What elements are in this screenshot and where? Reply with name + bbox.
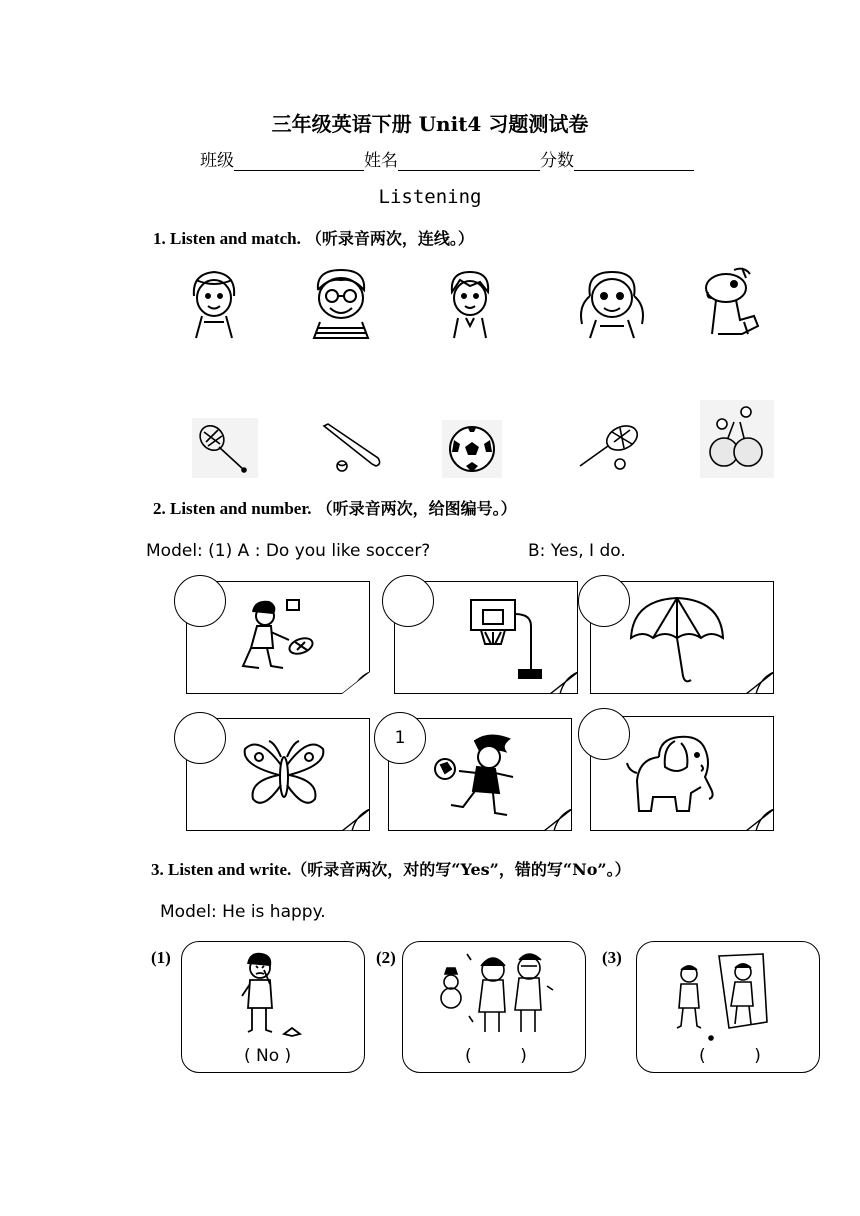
q2-instruction: （听录音两次，给图编号。） (316, 499, 517, 518)
item-label: (2) (376, 948, 396, 967)
page-title: 三年级英语下册 Unit4 习题测试卷 (271, 112, 589, 136)
number-circle[interactable] (578, 575, 630, 627)
page-curl (342, 809, 370, 831)
q2-model-question: Model: (1) A : Do you like soccer? (146, 541, 431, 561)
girl-pigtails-icon[interactable] (576, 266, 648, 340)
q2-model-answer: B: Yes, I do. (528, 541, 626, 561)
butterfly-icon (239, 735, 329, 815)
student-info-line (200, 146, 694, 171)
answer-text[interactable]: ( No ) (244, 1046, 292, 1066)
basketball-hoop-icon (465, 596, 555, 682)
q1-title: 1. Listen and match. (153, 229, 301, 248)
boy-soccer-icon (429, 731, 529, 821)
boy-tennis-icon (237, 596, 327, 676)
crying-boy-icon (234, 950, 314, 1038)
two-boys-icon (671, 950, 781, 1046)
page-curl (342, 672, 370, 694)
soccer-ball-icon[interactable] (442, 420, 502, 478)
answer-text[interactable]: ( ) (699, 1046, 761, 1066)
tennis-racket-icon[interactable] (576, 422, 644, 474)
answer-box (402, 941, 586, 1073)
girl-face-icon[interactable] (184, 266, 244, 340)
answer-box (636, 941, 820, 1073)
umbrella-icon (627, 592, 727, 688)
number-circle[interactable] (174, 712, 226, 764)
page-curl (746, 809, 774, 831)
number-circle[interactable] (174, 575, 226, 627)
q3-instruction: （听录音两次，对的写“Yes”，错的写“No”。） (291, 860, 631, 879)
q3-heading (151, 857, 631, 880)
zoom-giraffe-icon[interactable] (698, 264, 764, 340)
score-blank[interactable] (574, 150, 694, 171)
class-blank[interactable] (234, 150, 364, 171)
answer-box (181, 941, 365, 1073)
q3-model: Model: He is happy. (160, 902, 326, 922)
score-label: 分数 (540, 151, 574, 171)
page-curl (550, 672, 578, 694)
number-circle[interactable]: 1 (374, 712, 426, 764)
page-curl (544, 809, 572, 831)
name-blank[interactable] (398, 150, 540, 171)
name-label: 姓名 (364, 151, 398, 171)
number-circle[interactable] (578, 708, 630, 760)
elephant-icon (625, 727, 735, 823)
q1-heading (153, 226, 474, 249)
section-heading: Listening (378, 186, 482, 208)
number-circle[interactable] (382, 575, 434, 627)
answer-text[interactable]: ( ) (465, 1046, 527, 1066)
q1-instruction: （听录音两次，连线。） (305, 229, 474, 248)
badminton-icon[interactable] (192, 418, 258, 478)
item-label: (3) (602, 948, 622, 967)
ping-pong-icon[interactable] (700, 400, 774, 478)
q2-title: 2. Listen and number. (153, 499, 312, 518)
boy-with-glasses-icon[interactable] (306, 266, 376, 340)
item-label: (1) (151, 948, 171, 967)
page-curl (746, 672, 774, 694)
boy-face-icon[interactable] (440, 266, 500, 340)
cold-kids-icon (437, 946, 557, 1038)
q2-heading (153, 496, 517, 519)
class-label: 班级 (200, 151, 234, 171)
q3-title: 3. Listen and write. (151, 860, 292, 879)
baseball-bat-icon[interactable] (316, 420, 386, 476)
